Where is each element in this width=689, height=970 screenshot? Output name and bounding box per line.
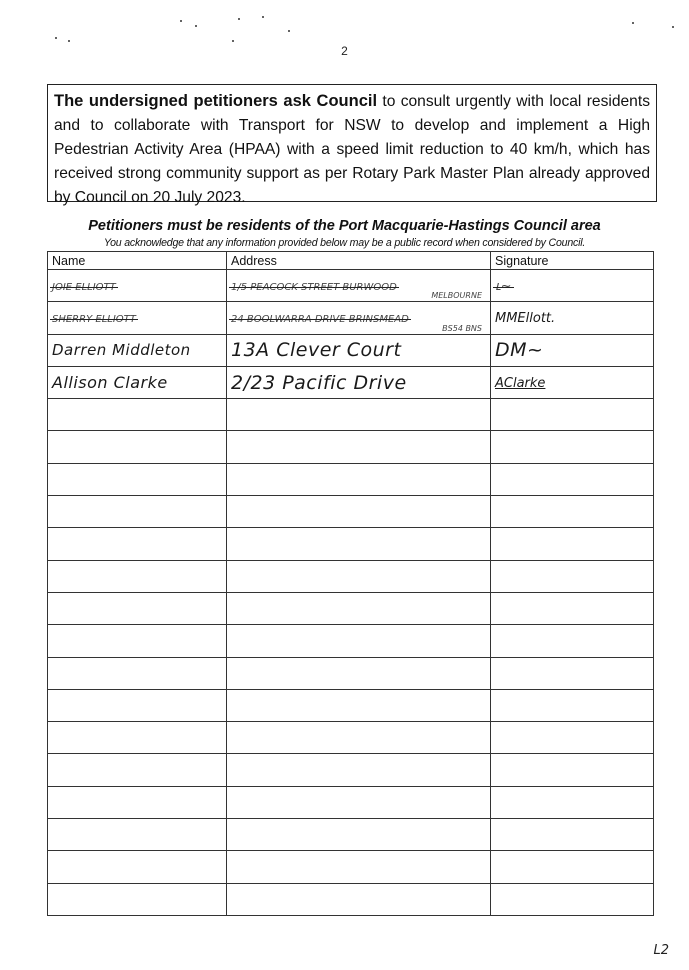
name-cell[interactable] [48,625,227,657]
table-row [48,786,654,818]
scan-speck [232,40,234,42]
table-row [48,819,654,851]
name-cell[interactable] [48,689,227,721]
address-cell[interactable] [227,722,491,754]
name-cell[interactable] [48,819,227,851]
table-row [48,560,654,592]
address-cell[interactable] [227,786,491,818]
signature-cell[interactable] [491,528,654,560]
address-cell[interactable] [227,302,491,334]
column-header-name: Name [48,252,227,270]
column-header-address: Address [227,252,491,270]
address-cell[interactable] [227,496,491,528]
name-cell[interactable] [48,722,227,754]
table-row [48,270,654,302]
table-row [48,625,654,657]
address-line2-value: BS54 BNS [442,323,482,333]
signature-cell[interactable] [491,657,654,689]
name-cell[interactable] [48,528,227,560]
name-cell[interactable] [48,270,227,302]
table-row [48,431,654,463]
address-line2-value: MELBOURNE [431,291,482,301]
signature-cell[interactable] [491,431,654,463]
petition-statement [47,84,657,206]
address-cell[interactable] [227,657,491,689]
column-header-signature: Signature [491,252,654,270]
address-cell[interactable] [227,560,491,592]
scan-speck [195,25,197,27]
table-row [48,334,654,366]
table-row [48,883,654,915]
scan-speck [238,18,240,20]
signature-cell[interactable] [491,592,654,624]
scan-speck [672,26,674,28]
petition-body: to consult urgently with local residents and to collaborate with Transport for NSW to develop and implement a High Pedestrian Activity Area (HPAA) with a speed limit reduction to 40 km/h, which has received strong community support as per Rotary Park Master Plan already approved by Council on 20 July 2023. [54,93,650,206]
name-value: Allison Clarke [52,372,168,392]
signature-cell[interactable] [491,560,654,592]
name-cell[interactable] [48,496,227,528]
scan-speck [262,16,264,18]
table-header-row [48,252,654,270]
table-row [48,689,654,721]
address-cell[interactable] [227,528,491,560]
name-cell[interactable] [48,399,227,431]
table-row [48,657,654,689]
name-cell[interactable] [48,431,227,463]
signature-cell[interactable] [491,302,654,334]
signature-cell[interactable] [491,754,654,786]
table-row [48,592,654,624]
signature-cell[interactable] [491,270,654,302]
address-cell[interactable] [227,689,491,721]
name-cell[interactable] [48,883,227,915]
table-row [48,851,654,883]
signature-cell[interactable] [491,851,654,883]
signature-cell[interactable] [491,463,654,495]
signature-cell[interactable] [491,334,654,366]
name-cell[interactable] [48,560,227,592]
table-row [48,463,654,495]
name-cell[interactable] [48,302,227,334]
name-cell[interactable] [48,657,227,689]
address-value: 1/5 PEACOCK STREET BURWOOD [231,281,397,293]
table-row [48,496,654,528]
signature-cell[interactable] [491,722,654,754]
address-cell[interactable] [227,399,491,431]
signature-value: AClarke [495,375,546,391]
address-value: 24 BOOLWARRA DRIVE BRINSMEAD [231,313,409,325]
page-number: 2 [341,44,348,58]
signature-cell[interactable] [491,883,654,915]
scan-speck [288,30,290,32]
address-value: 13A Clever Court [231,339,402,362]
signature-cell[interactable] [491,689,654,721]
address-cell[interactable] [227,625,491,657]
petition-lead: The undersigned petitioners ask Council [54,92,378,110]
corner-handwritten-mark: L2 [653,943,669,958]
scan-speck [180,20,182,22]
address-value: 2/23 Pacific Drive [231,371,407,394]
name-cell[interactable] [48,463,227,495]
name-cell[interactable] [48,786,227,818]
name-cell[interactable] [48,592,227,624]
name-value: Darren Middleton [52,340,191,359]
address-cell[interactable] [227,463,491,495]
address-cell[interactable] [227,431,491,463]
table-row [48,302,654,334]
name-cell[interactable] [48,334,227,366]
signature-cell[interactable] [491,366,654,398]
table-row [48,722,654,754]
name-cell[interactable] [48,754,227,786]
signature-cell[interactable] [491,496,654,528]
signature-value: MMEllott. [495,310,556,326]
scan-speck [632,22,634,24]
name-value: SHERRY ELLIOTT [52,313,136,325]
signature-cell[interactable] [491,625,654,657]
table-row [48,754,654,786]
signature-value: ⳑ~ [495,279,512,295]
eligibility-heading: Petitioners must be residents of the Port Macquarie-Hastings Council area [88,218,601,234]
address-cell[interactable] [227,819,491,851]
address-cell[interactable] [227,366,491,398]
name-value: JOIE ELLIOTT [52,281,116,293]
name-cell[interactable] [48,366,227,398]
signature-cell[interactable] [491,819,654,851]
scan-speck [68,40,70,42]
table-row [48,366,654,398]
table-row [48,399,654,431]
address-cell[interactable] [227,270,491,302]
signature-value: DM~ [495,339,544,362]
address-cell[interactable] [227,592,491,624]
address-cell[interactable] [227,883,491,915]
petition-table [47,251,654,916]
table-row [48,528,654,560]
address-cell[interactable] [227,334,491,366]
scan-speck [55,37,57,39]
signature-cell[interactable] [491,399,654,431]
address-cell[interactable] [227,851,491,883]
address-cell[interactable] [227,754,491,786]
acknowledgement-note: You acknowledge that any information provided below may be a public record when considered by Council. [103,237,586,249]
name-cell[interactable] [48,851,227,883]
signature-cell[interactable] [491,786,654,818]
